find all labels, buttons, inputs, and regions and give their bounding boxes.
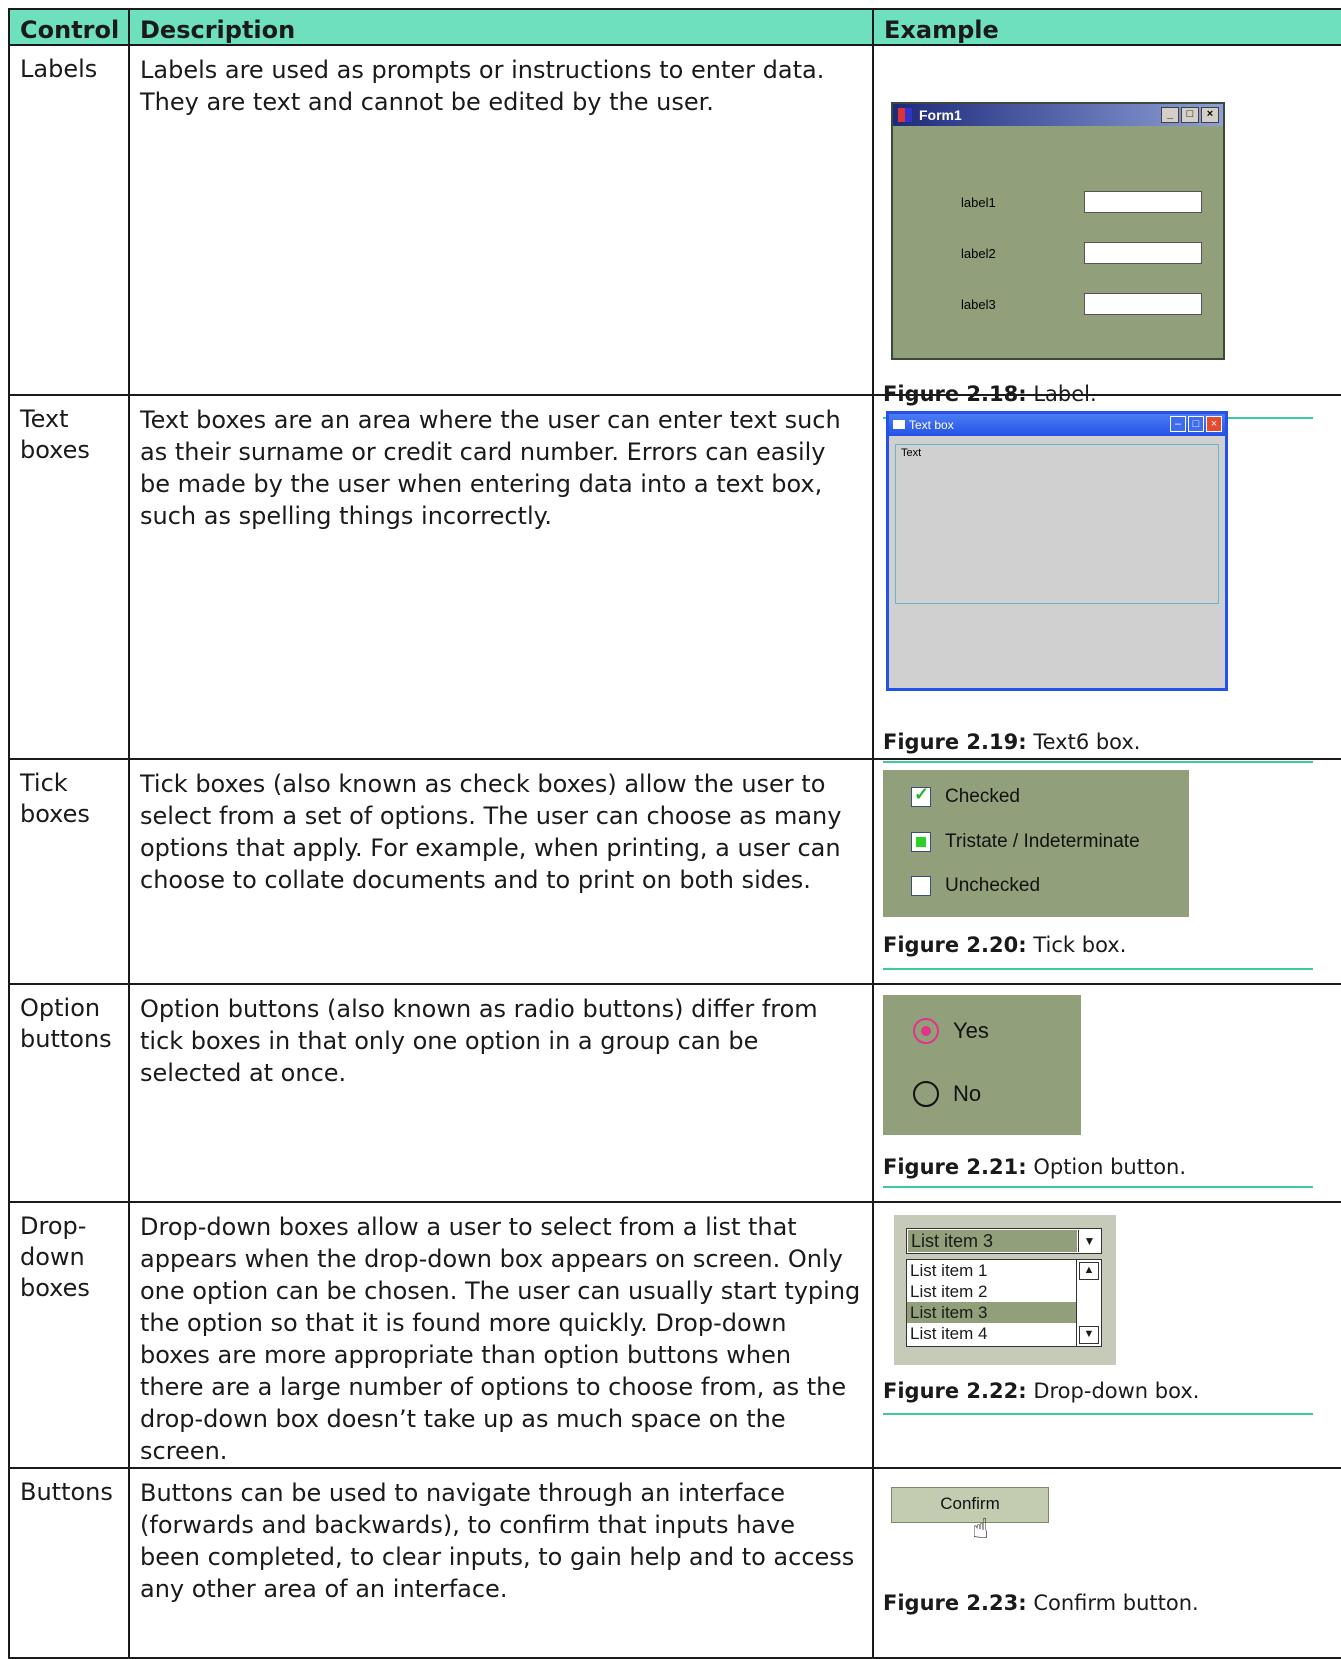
list-item[interactable]: List item 4 [910,1324,988,1343]
form-text-input[interactable] [1084,242,1202,264]
list-item-selected[interactable]: List item 3 [907,1302,1076,1323]
radio-selected-icon[interactable] [913,1018,939,1044]
example-cell [873,1468,1341,1658]
table-row [9,395,1341,759]
dropdown-panel [894,1215,1116,1365]
example-cell [873,395,1341,759]
table-row [9,1468,1341,1658]
form-label: label1 [961,195,996,210]
arrow-up-icon[interactable]: ▲ [1079,1262,1099,1280]
minimize-icon[interactable]: – [1170,416,1186,432]
multiline-text-input[interactable] [895,444,1219,604]
example-cell [873,759,1341,984]
control-name: Option buttons [9,984,129,1202]
control-name: Buttons [9,1468,129,1658]
checkbox-unchecked[interactable] [911,875,1040,897]
figure-number: Figure 2.23: [883,1591,1027,1615]
example-cell [873,45,1341,406]
checkbox-panel [883,770,1189,917]
dropdown-selected-value: List item 3 [908,1230,1077,1252]
form-text-input[interactable] [1084,191,1202,213]
example-cell [873,1202,1341,1468]
caption-rule [883,968,1313,970]
checkbox-checked[interactable] [911,786,1020,808]
radio-label: Yes [953,1018,989,1043]
form-label: label3 [961,297,996,312]
window-title: Text box [909,418,954,432]
figure-number: Figure 2.18: [883,382,1027,406]
caption-rule [883,1413,1313,1415]
checkbox-box[interactable] [911,876,931,896]
figure-caption [883,1155,1186,1179]
checkbox-label: Checked [945,786,1020,807]
figure-caption [883,1379,1199,1403]
figure-text: Drop-down box. [1033,1379,1200,1403]
radio-unselected-icon[interactable] [913,1081,939,1107]
checkbox-label: Unchecked [945,875,1041,896]
form-label: label2 [961,246,996,261]
maximize-icon[interactable]: □ [1188,416,1204,432]
text-input-value: Text [901,447,922,459]
radio-option-yes[interactable] [913,1018,989,1044]
figure-number: Figure 2.19: [883,730,1027,754]
header-description: Description [129,9,873,45]
indeterminate-icon [916,837,926,847]
confirm-button[interactable]: Confirm [891,1487,1049,1523]
radio-panel [883,995,1081,1135]
example-cell [873,984,1341,1202]
table-row [9,984,1341,1202]
minimize-icon[interactable]: _ [1161,107,1179,123]
header-control: Control [9,9,129,45]
radio-label: No [953,1081,982,1106]
table-row [9,1202,1341,1468]
table-row [9,45,1341,395]
radio-option-no[interactable] [913,1081,981,1107]
figure-number: Figure 2.22: [883,1379,1027,1403]
figure-text: Confirm button. [1033,1591,1199,1615]
figure-text: Text6 box. [1033,730,1141,754]
list-item[interactable]: List item 2 [910,1282,988,1301]
figure-caption [883,1591,1199,1615]
maximize-icon[interactable]: □ [1181,107,1199,123]
form1-window [891,102,1225,360]
caption-rule [883,1186,1313,1188]
window-title: Form1 [919,107,962,123]
figure-text: Tick box. [1033,933,1127,957]
figure-number: Figure 2.21: [883,1155,1027,1179]
checkbox-indeterminate[interactable] [911,831,1140,853]
app-icon [898,108,912,122]
list-item[interactable]: List item 1 [910,1261,988,1280]
control-name: Labels [9,45,129,395]
form-text-input[interactable] [1084,293,1202,315]
figure-caption [883,730,1141,754]
figure-caption [883,933,1126,957]
chevron-down-icon[interactable]: ▼ [1078,1230,1100,1252]
checkbox-box[interactable] [911,832,931,852]
figure-text: Option button. [1033,1155,1187,1179]
figure-text: Label. [1033,382,1097,406]
control-name: Tick boxes [9,759,129,984]
figure-number: Figure 2.20: [883,933,1027,957]
check-icon: ✓ [914,784,930,804]
window-controls [1170,416,1222,432]
control-description: Labels are used as prompts or instructions to enter data. They are text and cannot be edited by the user. [129,45,873,395]
control-description: Drop-down boxes allow a user to select from a list that appears when the drop-down box appears on screen. Only one option can be chosen. The user can usually start typing the option so that it is found more quickly. Drop-down boxes are more appropriate than option buttons when there are a large number of options to choose from, as the drop-down box doesn’t take up as much space on the screen. [129,1202,873,1468]
arrow-down-icon[interactable]: ▼ [1079,1326,1099,1344]
window-controls [1161,107,1219,123]
dropdown-select[interactable] [906,1228,1102,1254]
table-header-row [9,9,1341,45]
control-description: Text boxes are an area where the user can enter text such as their surname or credit card number. Errors can easily be made by the user when entering data into a text box, such as spelling things incorrectly. [129,395,873,759]
window-icon [893,420,905,429]
control-description: Option buttons (also known as radio buttons) differ from tick boxes in that only one option in a group can be selected at once. [129,984,873,1202]
close-icon[interactable]: × [1206,416,1222,432]
scrollbar[interactable] [1076,1260,1101,1346]
close-icon[interactable]: × [1201,107,1219,123]
textbox-window [886,411,1228,691]
control-description: Tick boxes (also known as check boxes) allow the user to select from a set of options. The user can choose as many options that apply. For example, when printing, a user can choose to collate documents and to print on both sides. [129,759,873,984]
table-row [9,759,1341,984]
hand-cursor-icon: ☝ [972,1512,990,1545]
control-name: Drop-down boxes [9,1202,129,1468]
dropdown-list[interactable] [906,1259,1102,1347]
control-name: Text boxes [9,395,129,759]
checkbox-box[interactable] [911,784,931,807]
control-description: Buttons can be used to navigate through an interface (forwards and backwards), to confirm that inputs have been completed, to clear inputs, to gain help and to access any other area of an interface. [129,1468,873,1658]
header-example: Example [873,9,1341,45]
controls-table [8,8,1341,1659]
window-titlebar [889,414,1225,436]
checkbox-label: Tristate / Indeterminate [945,831,1140,852]
window-titlebar [893,104,1223,126]
